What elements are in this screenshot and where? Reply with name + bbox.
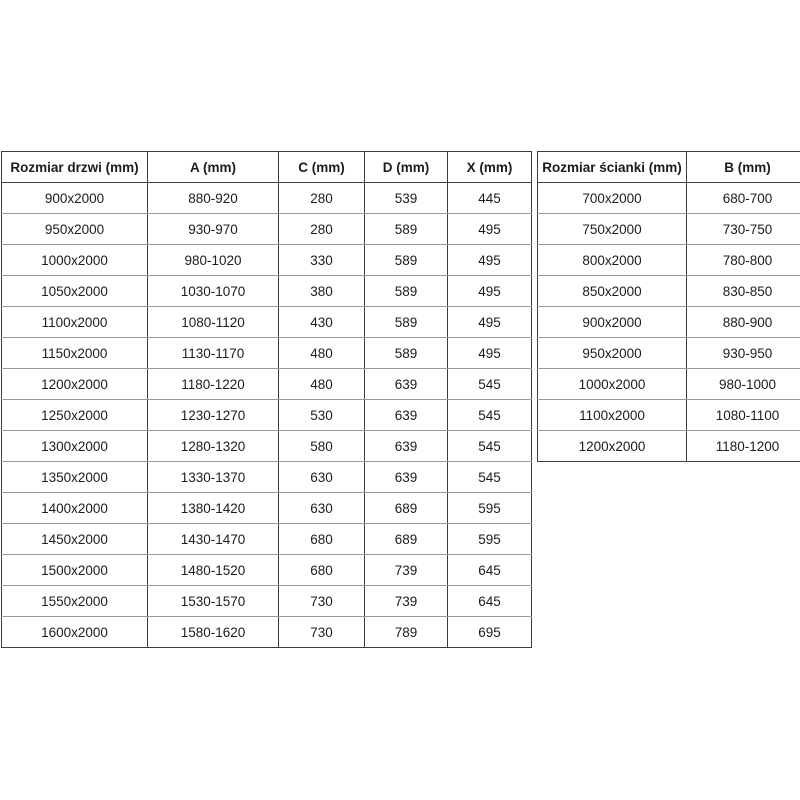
table-cell: 800x2000 [538, 245, 687, 276]
table-cell: 1280-1320 [148, 431, 279, 462]
table-cell: 1450x2000 [2, 524, 148, 555]
table-cell: 280 [279, 214, 365, 245]
table-cell: 595 [448, 493, 532, 524]
table-cell: 495 [448, 214, 532, 245]
table-row [2, 276, 532, 307]
table-cell: 639 [365, 369, 448, 400]
table-cell: 330 [279, 245, 365, 276]
table-cell: 1580-1620 [148, 617, 279, 648]
table-cell: 1430-1470 [148, 524, 279, 555]
table-cell: 1200x2000 [538, 431, 687, 462]
table-cell: 1100x2000 [2, 307, 148, 338]
table-cell: 589 [365, 245, 448, 276]
table-cell: 545 [448, 400, 532, 431]
table-row [2, 555, 532, 586]
table-cell: 830-850 [687, 276, 800, 307]
table-cell: 1130-1170 [148, 338, 279, 369]
table-cell: 589 [365, 338, 448, 369]
table-cell: 1350x2000 [2, 462, 148, 493]
table-row [2, 617, 532, 648]
table-row [538, 338, 800, 369]
table-cell: 495 [448, 338, 532, 369]
table-cell: 530 [279, 400, 365, 431]
column-header: Rozmiar drzwi (mm) [2, 152, 148, 183]
table-row [2, 524, 532, 555]
table-cell: 595 [448, 524, 532, 555]
table-cell: 480 [279, 369, 365, 400]
table-row [2, 462, 532, 493]
table-row [538, 369, 800, 400]
table-row [2, 493, 532, 524]
table-cell: 545 [448, 462, 532, 493]
table-cell: 880-900 [687, 307, 800, 338]
table-cell: 639 [365, 431, 448, 462]
column-header: D (mm) [365, 152, 448, 183]
column-header: B (mm) [687, 152, 800, 183]
table-cell: 1000x2000 [538, 369, 687, 400]
table-cell: 1530-1570 [148, 586, 279, 617]
table-row [2, 183, 532, 214]
column-header: C (mm) [279, 152, 365, 183]
table-cell: 700x2000 [538, 183, 687, 214]
table-cell: 950x2000 [538, 338, 687, 369]
table-cell: 1000x2000 [2, 245, 148, 276]
table-cell: 589 [365, 214, 448, 245]
header-row [538, 152, 800, 183]
table-cell: 1300x2000 [2, 431, 148, 462]
table-cell: 480 [279, 338, 365, 369]
table-row [538, 400, 800, 431]
table-cell: 880-920 [148, 183, 279, 214]
table-row [2, 400, 532, 431]
table-cell: 689 [365, 524, 448, 555]
column-header: Rozmiar ścianki (mm) [538, 152, 687, 183]
column-header: X (mm) [448, 152, 532, 183]
table-cell: 1100x2000 [538, 400, 687, 431]
table-cell: 445 [448, 183, 532, 214]
table-cell: 580 [279, 431, 365, 462]
table-row [538, 183, 800, 214]
table-row [538, 276, 800, 307]
table-cell: 380 [279, 276, 365, 307]
table-row [2, 338, 532, 369]
table-row [2, 307, 532, 338]
table-cell: 495 [448, 245, 532, 276]
table-cell: 730-750 [687, 214, 800, 245]
table-cell: 630 [279, 493, 365, 524]
table-row [2, 369, 532, 400]
table-cell: 545 [448, 431, 532, 462]
table-cell: 1080-1120 [148, 307, 279, 338]
table-cell: 630 [279, 462, 365, 493]
table-cell: 750x2000 [538, 214, 687, 245]
table-cell: 1550x2000 [2, 586, 148, 617]
table-cell: 739 [365, 555, 448, 586]
table-cell: 1480-1520 [148, 555, 279, 586]
table-cell: 495 [448, 307, 532, 338]
table-cell: 730 [279, 586, 365, 617]
table-cell: 850x2000 [538, 276, 687, 307]
table-cell: 695 [448, 617, 532, 648]
table-cell: 930-970 [148, 214, 279, 245]
table-cell: 789 [365, 617, 448, 648]
table-cell: 645 [448, 555, 532, 586]
table-row [2, 245, 532, 276]
table-cell: 539 [365, 183, 448, 214]
table-cell: 930-950 [687, 338, 800, 369]
table-cell: 680 [279, 524, 365, 555]
header-row [2, 152, 532, 183]
table-cell: 639 [365, 462, 448, 493]
table-cell: 1200x2000 [2, 369, 148, 400]
table-cell: 589 [365, 276, 448, 307]
table-cell: 1400x2000 [2, 493, 148, 524]
table-cell: 645 [448, 586, 532, 617]
table-cell: 589 [365, 307, 448, 338]
table-cell: 1230-1270 [148, 400, 279, 431]
table-row [2, 586, 532, 617]
table-cell: 730 [279, 617, 365, 648]
table-cell: 280 [279, 183, 365, 214]
table-row [2, 431, 532, 462]
table-cell: 780-800 [687, 245, 800, 276]
wall-panel-sizes-table [537, 151, 800, 462]
table-cell: 1180-1200 [687, 431, 800, 462]
table-cell: 1080-1100 [687, 400, 800, 431]
table-cell: 980-1020 [148, 245, 279, 276]
table-row [538, 307, 800, 338]
column-header: A (mm) [148, 152, 279, 183]
table-cell: 900x2000 [2, 183, 148, 214]
table-cell: 1500x2000 [2, 555, 148, 586]
table-cell: 1030-1070 [148, 276, 279, 307]
table-cell: 689 [365, 493, 448, 524]
table-cell: 680 [279, 555, 365, 586]
table-cell: 1600x2000 [2, 617, 148, 648]
table-row [538, 245, 800, 276]
table-cell: 900x2000 [538, 307, 687, 338]
table-cell: 739 [365, 586, 448, 617]
table-cell: 1380-1420 [148, 493, 279, 524]
table-cell: 430 [279, 307, 365, 338]
table-cell: 1330-1370 [148, 462, 279, 493]
table-cell: 1250x2000 [2, 400, 148, 431]
table-cell: 545 [448, 369, 532, 400]
table-cell: 980-1000 [687, 369, 800, 400]
table-cell: 1050x2000 [2, 276, 148, 307]
door-sizes-table [1, 151, 532, 648]
table-cell: 950x2000 [2, 214, 148, 245]
table-row [2, 214, 532, 245]
table-row [538, 431, 800, 462]
table-cell: 680-700 [687, 183, 800, 214]
table-cell: 495 [448, 276, 532, 307]
table-row [538, 214, 800, 245]
table-cell: 639 [365, 400, 448, 431]
table-cell: 1180-1220 [148, 369, 279, 400]
table-cell: 1150x2000 [2, 338, 148, 369]
